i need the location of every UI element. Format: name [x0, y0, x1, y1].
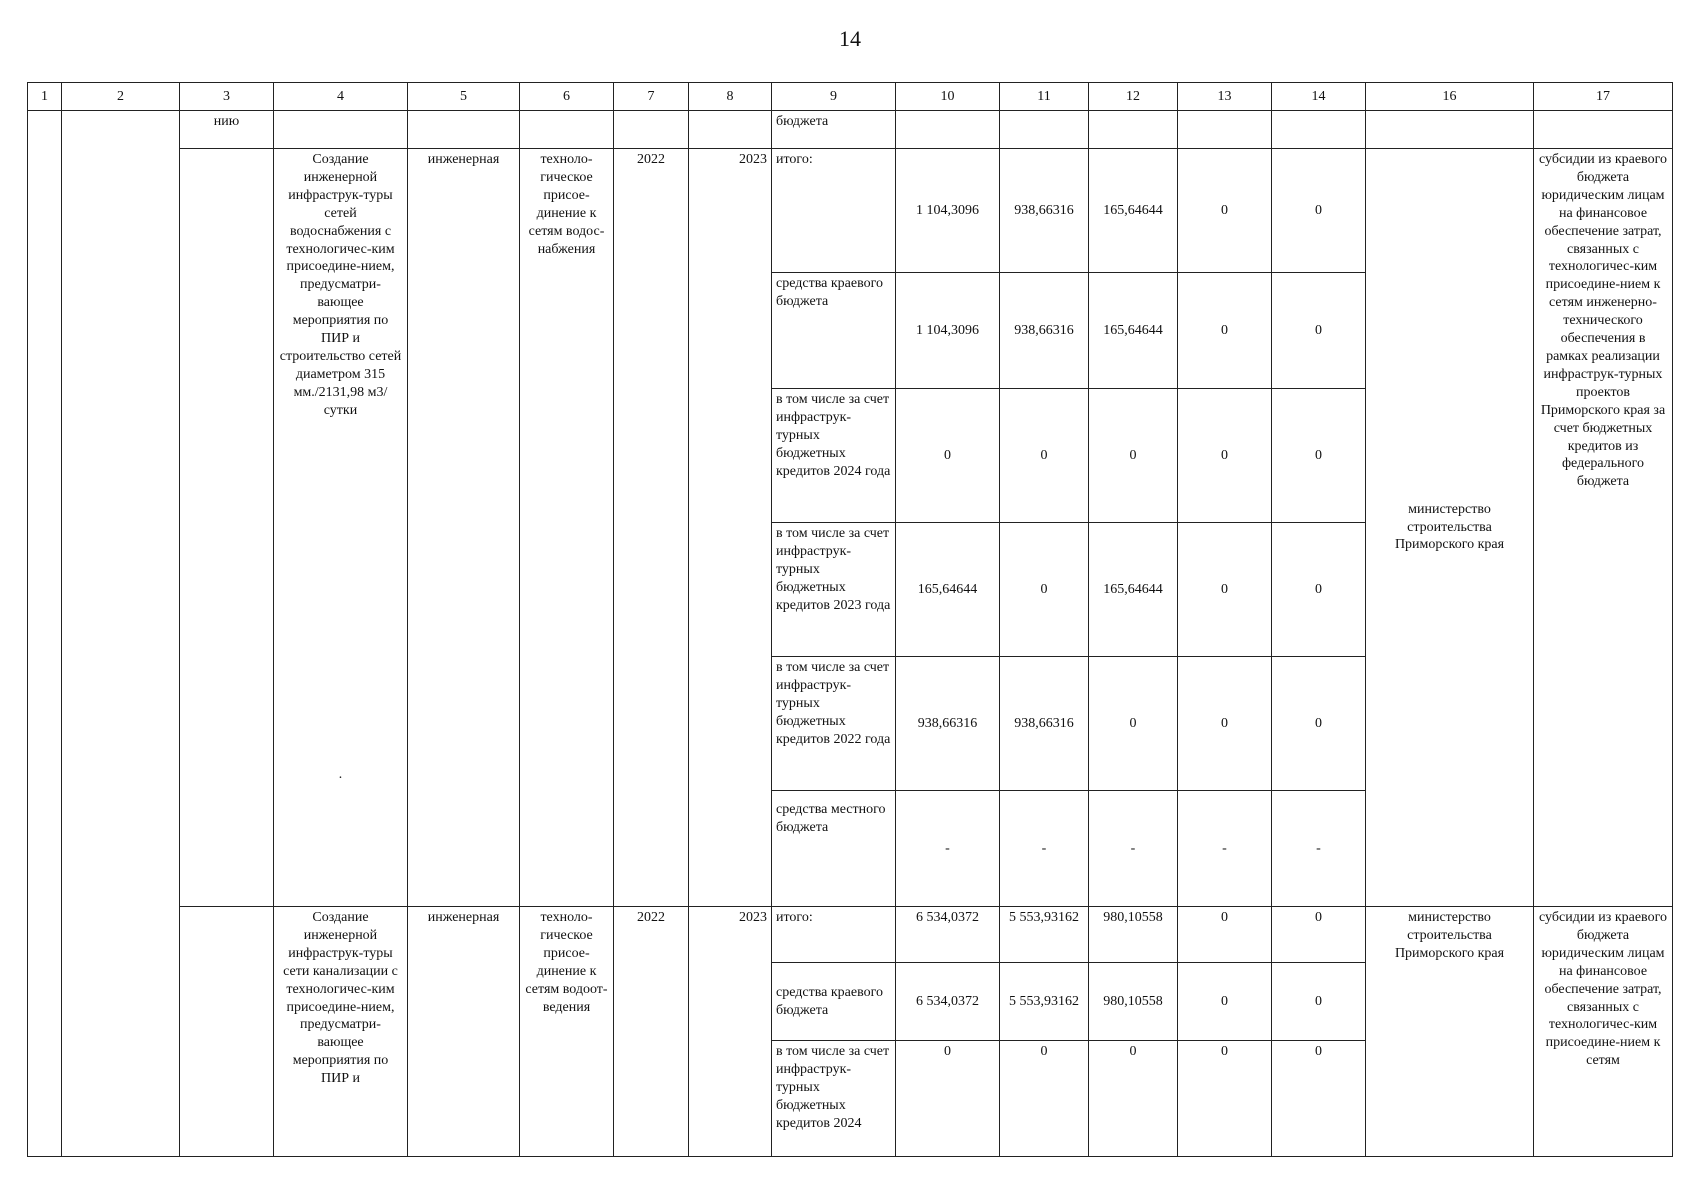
- funding-note: субсидии из краевого бюджета юридическим лицам на финансовое обеспечение затрат, связанных с технологичес-ким присоедине-нием к сетям инженерно-технического обеспечения в рамках реализации инфраструк-турных проектов Приморского края за счет бюджетных кредитов из федерального бюджета: [1534, 149, 1673, 907]
- value-col11: 5 553,93162: [1000, 907, 1089, 963]
- value-col14: 0: [1272, 149, 1366, 273]
- continuation-row: [28, 111, 1673, 149]
- header-cell: 13: [1178, 83, 1272, 111]
- value-col10: 6 534,0372: [896, 963, 1000, 1041]
- table-row: [28, 907, 1673, 963]
- value-col11: -: [1000, 791, 1089, 907]
- header-cell: 5: [408, 83, 520, 111]
- funding-note: субсидии из краевого бюджета юридическим лицам на финансовое обеспечение затрат, связанных с технологичес-ким присоедине-нием к сетям: [1534, 907, 1673, 1157]
- purpose: техноло-гическое присое-динение к сетям водоот-ведения: [520, 907, 614, 1157]
- header-cell: 8: [689, 83, 772, 111]
- value-col12: 980,10558: [1089, 963, 1178, 1041]
- investment-table: [27, 82, 1673, 1157]
- value-col13: 0: [1178, 907, 1272, 963]
- value-col14: 0: [1272, 523, 1366, 657]
- header-cell: 4: [274, 83, 408, 111]
- value-col11: 5 553,93162: [1000, 963, 1089, 1041]
- value-col13: 0: [1178, 273, 1272, 389]
- value-col12: -: [1089, 791, 1178, 907]
- cont-col3: нию: [180, 111, 274, 149]
- value-col12: 165,64644: [1089, 149, 1178, 273]
- value-col12: 980,10558: [1089, 907, 1178, 963]
- funding-source: в том числе за счет инфраструк-турных бюджетных кредитов 2024 года: [772, 389, 896, 523]
- funding-source: средства краевого бюджета: [772, 963, 896, 1041]
- funding-source: средства местного бюджета: [772, 791, 896, 907]
- header-cell: 10: [896, 83, 1000, 111]
- header-cell: 16: [1366, 83, 1534, 111]
- col3-cell: [180, 907, 274, 1157]
- header-cell: 9: [772, 83, 896, 111]
- value-col14: 0: [1272, 273, 1366, 389]
- value-col10: 0: [896, 389, 1000, 523]
- funding-source: в том числе за счет инфраструк-турных бюджетных кредитов 2024: [772, 1041, 896, 1157]
- funding-source: средства краевого бюджета: [772, 273, 896, 389]
- year-start: 2022: [614, 907, 689, 1157]
- header-cell: 7: [614, 83, 689, 111]
- value-col12: 165,64644: [1089, 273, 1178, 389]
- value-col11: 938,66316: [1000, 657, 1089, 791]
- value-col13: 0: [1178, 389, 1272, 523]
- value-col10: 1 104,3096: [896, 273, 1000, 389]
- value-col11: 0: [1000, 523, 1089, 657]
- page-number: 14: [839, 26, 861, 51]
- header-cell: 6: [520, 83, 614, 111]
- value-col10: -: [896, 791, 1000, 907]
- year-end: 2023: [689, 149, 772, 907]
- value-col14: 0: [1272, 657, 1366, 791]
- value-col10: 938,66316: [896, 657, 1000, 791]
- header-cell: 12: [1089, 83, 1178, 111]
- value-col13: 0: [1178, 657, 1272, 791]
- infrastructure-type: инженерная: [408, 149, 520, 907]
- purpose: техноло-гическое присое-динение к сетям водос-набжения: [520, 149, 614, 907]
- header-cell: 3: [180, 83, 274, 111]
- header-cell: 14: [1272, 83, 1366, 111]
- value-col10: 0: [896, 1041, 1000, 1157]
- responsible-ministry: министерство строительства Приморского края: [1366, 149, 1534, 907]
- col2-cell: [62, 111, 180, 1157]
- value-col12: 0: [1089, 389, 1178, 523]
- value-col13: 0: [1178, 149, 1272, 273]
- col3-cell: [180, 149, 274, 907]
- col1-cell: [28, 111, 62, 1157]
- funding-source: в том числе за счет инфраструк-турных бюджетных кредитов 2023 года: [772, 523, 896, 657]
- header-cell: 17: [1534, 83, 1673, 111]
- infrastructure-type: инженерная: [408, 907, 520, 1157]
- value-col10: 165,64644: [896, 523, 1000, 657]
- value-col11: 938,66316: [1000, 149, 1089, 273]
- header-cell: 11: [1000, 83, 1089, 111]
- responsible-ministry: министерство строительства Приморского края: [1366, 907, 1534, 1157]
- table-row: [28, 149, 1673, 273]
- year-start: 2022: [614, 149, 689, 907]
- value-col13: 0: [1178, 1041, 1272, 1157]
- object-name: Создание инженерной инфраструк-туры сети канализации с технологичес-ким присоедине-нием, предусматри-вающее мероприятия по ПИР и: [274, 907, 408, 1157]
- value-col12: 165,64644: [1089, 523, 1178, 657]
- value-col13: -: [1178, 791, 1272, 907]
- value-col14: 0: [1272, 907, 1366, 963]
- value-col14: 0: [1272, 1041, 1366, 1157]
- funding-source: в том числе за счет инфраструк-турных бюджетных кредитов 2022 года: [772, 657, 896, 791]
- value-col14: 0: [1272, 963, 1366, 1041]
- value-col13: 0: [1178, 523, 1272, 657]
- value-col10: 1 104,3096: [896, 149, 1000, 273]
- value-col12: 0: [1089, 1041, 1178, 1157]
- value-col11: 0: [1000, 389, 1089, 523]
- funding-source: итого:: [772, 149, 896, 273]
- value-col14: -: [1272, 791, 1366, 907]
- funding-source: итого:: [772, 907, 896, 963]
- object-name: Создание инженерной инфраструк-туры сетей водоснабжения с технологичес-ким присоедине-нием, предусматри-вающее мероприятия по ПИР и строительство сетей диаметром 315 мм./2131,98 м3/сутки ·: [274, 149, 408, 907]
- value-col12: 0: [1089, 657, 1178, 791]
- value-col11: 938,66316: [1000, 273, 1089, 389]
- year-end: 2023: [689, 907, 772, 1157]
- value-col13: 0: [1178, 963, 1272, 1041]
- cont-col9: бюджета: [772, 111, 896, 149]
- value-col14: 0: [1272, 389, 1366, 523]
- value-col11: 0: [1000, 1041, 1089, 1157]
- header-cell: 1: [28, 83, 62, 111]
- header-row: [28, 83, 1673, 111]
- header-cell: 2: [62, 83, 180, 111]
- value-col10: 6 534,0372: [896, 907, 1000, 963]
